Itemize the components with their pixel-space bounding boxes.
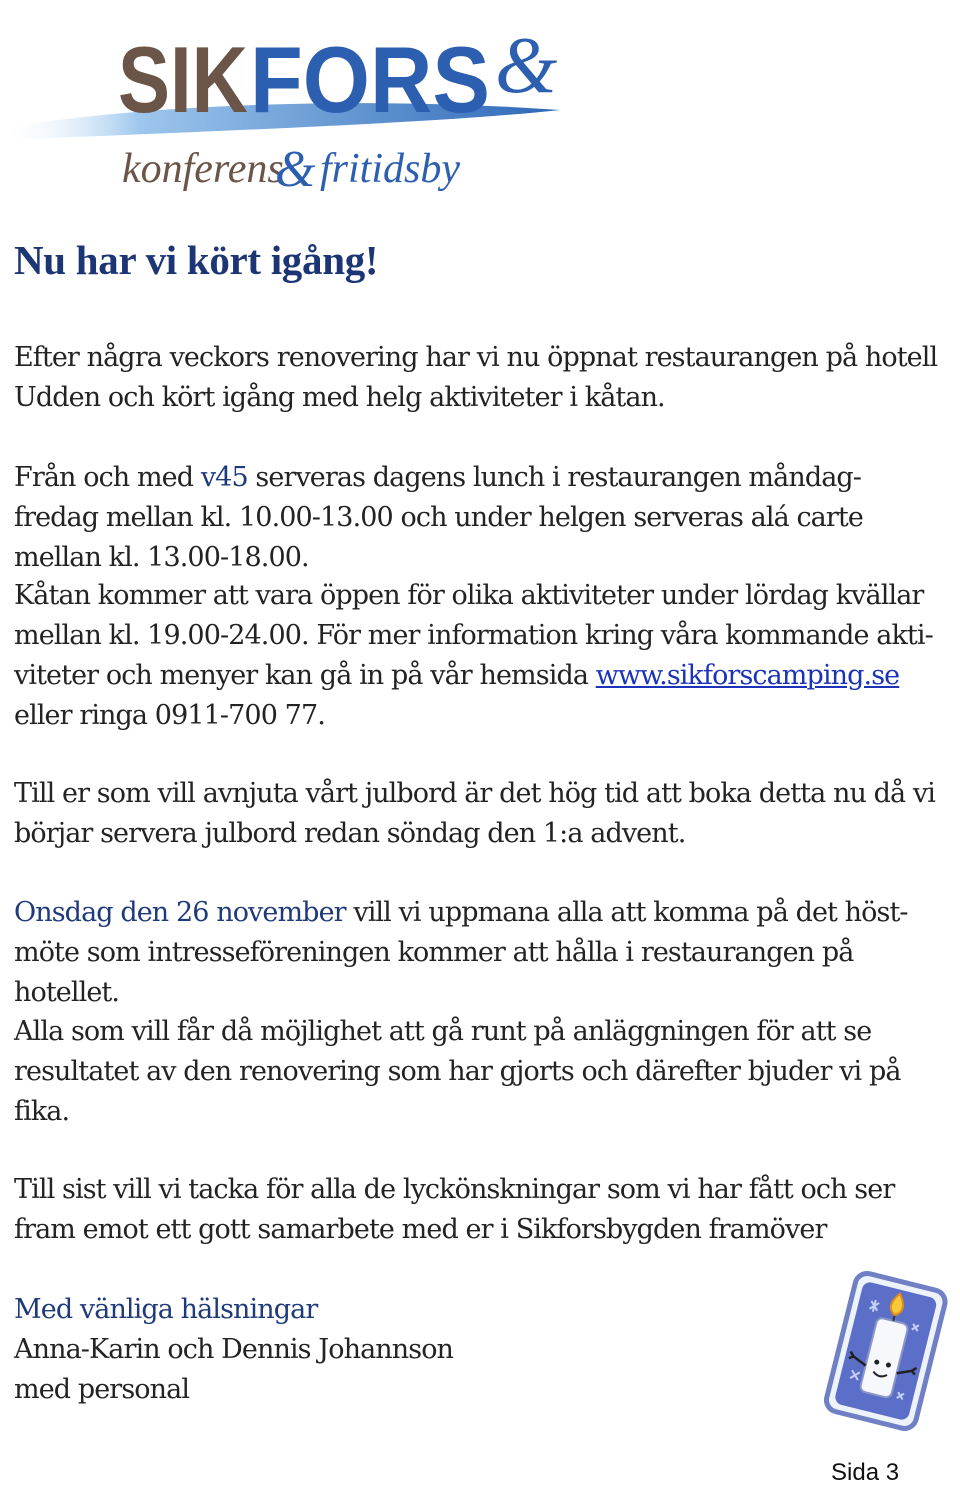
signoff-names: Anna-Karin och Dennis Johannson: [14, 1334, 454, 1365]
logo-ampersand: &: [495, 22, 558, 110]
logo-word-sik: SIK: [118, 27, 249, 132]
logo-subtitle-konferens: konferens: [122, 146, 284, 192]
page-number: Sida 3: [831, 1459, 900, 1486]
meeting-date: Onsdag den 26 november: [14, 897, 346, 928]
katan-text: Kåtan kommer att vara öppen för olika aktiviteter under lördag kvällar mellan kl. 19.00-24.00. För mer information kring våra kommande akti-viteter och menyer kan gå in på vår hemsida: [14, 580, 933, 691]
lunch-paragraph: [14, 458, 944, 578]
meeting-text: vill vi uppmana alla att komma på det höst-möte som intresseföreningen kommer att hålla i restaurangen på hotellet.: [14, 897, 908, 1008]
logo-word-fors: FORS: [250, 27, 490, 132]
signoff-staff: med personal: [14, 1374, 190, 1405]
candle-clipart-icon: [818, 1258, 954, 1436]
thanks-paragraph: Till sist vill vi tacka för alla de lyckönskningar som vi har fått och ser fram emot ett gott samarbete med er i Sikforsbygden framöver: [14, 1174, 895, 1245]
intro-paragraph: Efter några veckors renovering har vi nu öppnat restaurangen på hotell Udden och kört igång med helg aktiviteter i kåtan.: [14, 342, 938, 413]
greeting-text: Med vänliga hälsningar: [14, 1294, 318, 1325]
julbord-paragraph: Till er som vill avnjuta vårt julbord är det hög tid att boka detta nu då vi börjar servera julbord redan söndag den 1:a advent.: [14, 778, 935, 849]
website-link[interactable]: www.sikforscamping.se: [595, 660, 900, 691]
logo-subtitle-ampersand: &: [275, 141, 316, 198]
katan-paragraph: [14, 576, 944, 736]
meeting-paragraph: [14, 893, 944, 1013]
phone-text: eller ringa 0911-700 77.: [14, 700, 325, 731]
logo-subtitle-fritidsby: fritidsby: [320, 146, 461, 192]
signoff-greeting: [14, 1290, 714, 1330]
week-label: v45: [200, 462, 248, 493]
lunch-text-after: serveras dagens lunch i restaurangen måndag-fredag mellan kl. 10.00-13.00 och under helgen serveras alá carte mellan kl. 13.00-18.00.: [14, 462, 863, 573]
page-title: Nu har vi kört igång!: [14, 237, 379, 283]
lunch-text-before: Från och med: [14, 462, 201, 493]
sikfors-logo: [0, 0, 600, 210]
tour-paragraph: Alla som vill får då möjlighet att gå runt på anläggningen för att se resultatet av den renovering som har gjorts och därefter bjuder vi på fika.: [14, 1016, 901, 1127]
